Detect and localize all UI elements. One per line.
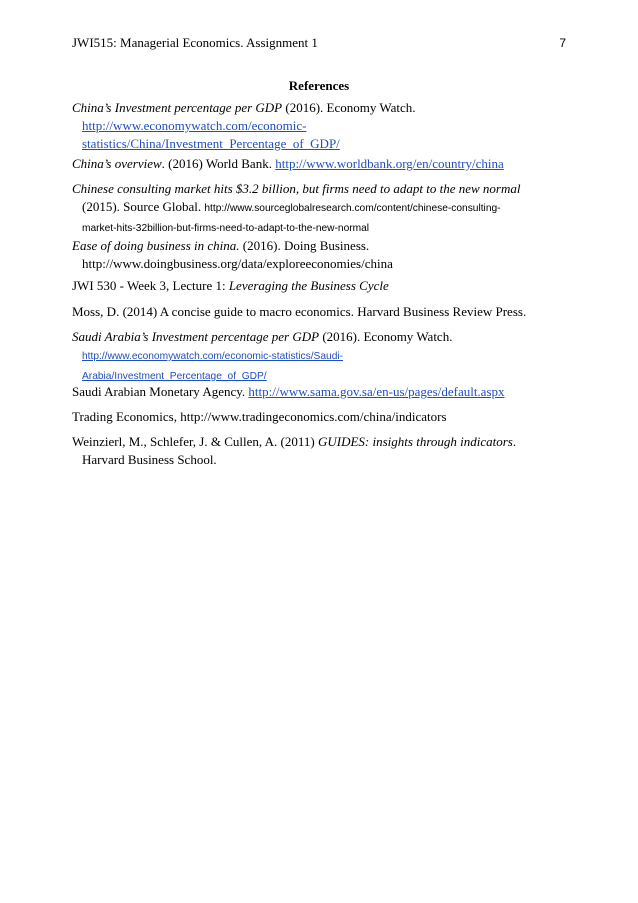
page-number: 7	[559, 36, 566, 50]
reference-title: China’s Investment percentage per GDP	[72, 100, 283, 115]
reference-link[interactable]: Arabia/Investment_Percentage_of_GDP/	[82, 371, 267, 382]
references-heading: References	[288, 78, 350, 93]
reference-link[interactable]: http://www.economywatch.com/economic-	[82, 118, 307, 133]
reference-detail: (2016). Economy Watch.	[282, 100, 416, 115]
reference-detail: (2016). Economy Watch.	[319, 329, 453, 344]
reference-entry	[72, 180, 552, 238]
reference-prefix: Weinzierl, M., Schlefer, J. & Cullen, A. (2011)	[72, 434, 318, 449]
reference-entry	[72, 328, 552, 386]
reference-title: GUIDES: insights through indicators	[317, 434, 513, 449]
reference-entry	[72, 99, 552, 153]
reference-entry	[72, 277, 552, 295]
reference-prefix: Saudi Arabian Monetary Agency.	[72, 384, 249, 399]
reference-entry	[72, 383, 552, 401]
reference-link[interactable]: http://www.worldbank.org/en/country/china	[275, 156, 504, 171]
reference-title: Ease of doing business in china.	[72, 238, 240, 253]
header-title: JWI515: Managerial Economics. Assignment 1	[72, 35, 318, 50]
reference-url: http://www.doingbusiness.org/data/exploreeconomies/china	[82, 256, 393, 271]
reference-title: Chinese consulting market hits $3.2 billion, but firms need to adapt to the new normal	[72, 181, 521, 196]
reference-publisher: Harvard Business School.	[82, 452, 217, 467]
reference-link[interactable]: http://www.economywatch.com/economic-statistics/Saudi-	[82, 351, 344, 362]
reference-url: http://www.sourceglobalresearch.com/content/chinese-consulting-	[204, 203, 501, 214]
reference-title: Leveraging the Business Cycle	[228, 278, 389, 293]
reference-link[interactable]: statistics/China/Investment_Percentage_of_GDP/	[82, 136, 340, 151]
reference-detail: .	[512, 434, 517, 449]
reference-detail: (2016). Doing Business.	[239, 238, 370, 253]
reference-detail: (2015). Source Global.	[82, 199, 205, 214]
reference-entry	[72, 408, 552, 426]
reference-entry	[72, 303, 552, 321]
reference-title: China’s overview	[72, 156, 162, 171]
reference-entry	[72, 433, 552, 469]
reference-text: Trading Economics, http://www.tradingeconomics.com/china/indicators	[72, 409, 447, 424]
reference-link[interactable]: http://www.sama.gov.sa/en-us/pages/default.aspx	[248, 384, 505, 399]
reference-detail: . (2016) World Bank.	[161, 156, 276, 171]
reference-entry	[72, 155, 552, 173]
reference-url: market-hits-32billion-but-firms-need-to-adapt-to-the-new-normal	[82, 223, 370, 234]
reference-title: Saudi Arabia’s Investment percentage per GDP	[72, 329, 320, 344]
reference-text: Moss, D. (2014) A concise guide to macro economics. Harvard Business Review Press.	[72, 304, 527, 319]
reference-prefix: JWI 530 - Week 3, Lecture 1:	[72, 278, 229, 293]
reference-entry	[72, 237, 552, 273]
